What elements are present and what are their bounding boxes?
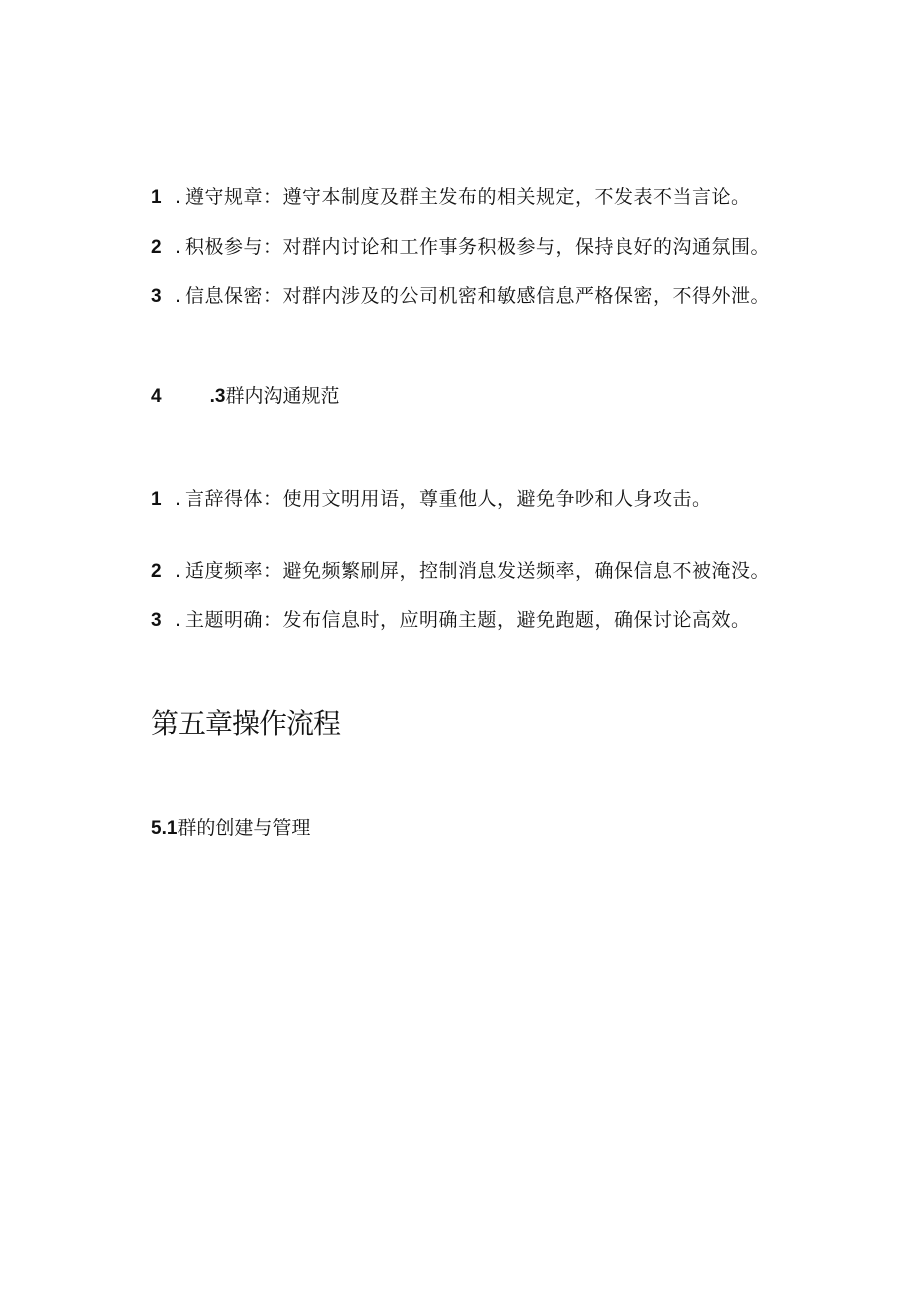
item-text: 积极参与：对群内讨论和工作事务积极参与，保持良好的沟通氛围。: [185, 236, 771, 258]
section-heading: [151, 384, 339, 409]
item-text: 遵守规章：遵守本制度及群主发布的相关规定，不发表不当言论。: [185, 186, 751, 208]
item-number: 2: [151, 237, 162, 258]
item-text: 言辞得体：使用文明用语，尊重他人，避免争吵和人身攻击。: [185, 488, 712, 510]
list-item: [151, 235, 770, 260]
section-number: 5.1: [151, 818, 178, 839]
item-separator: .: [175, 560, 182, 582]
list-item: [151, 284, 770, 309]
item-text: 信息保密：对群内涉及的公司机密和敏感信息严格保密，不得外泄。: [185, 285, 771, 307]
item-separator: .: [175, 236, 182, 258]
item-text: 主题明确：发布信息时，应明确主题，避免跑题，确保讨论高效。: [185, 609, 751, 631]
item-separator: .: [175, 186, 182, 208]
item-separator: .: [175, 609, 182, 631]
list-item: [151, 559, 770, 584]
section-number-minor: .3: [209, 386, 226, 407]
item-number: 3: [151, 286, 162, 307]
section-number-major: 4: [151, 386, 162, 407]
section-title: 群内沟通规范: [225, 385, 340, 407]
section-title: 群的创建与管理: [177, 817, 311, 839]
list-item: [151, 608, 751, 633]
item-number: 1: [151, 187, 162, 208]
item-number: 2: [151, 561, 162, 582]
section-heading: [151, 816, 310, 841]
item-text: 适度频率：避免频繁刷屏，控制消息发送频率，确保信息不被淹没。: [185, 560, 771, 582]
list-item: [151, 185, 751, 210]
item-number: 1: [151, 489, 162, 510]
item-number: 3: [151, 610, 162, 631]
item-separator: .: [175, 285, 182, 307]
item-separator: .: [175, 488, 182, 510]
chapter-title: 第五章操作流程: [151, 707, 341, 740]
list-item: [151, 487, 712, 512]
